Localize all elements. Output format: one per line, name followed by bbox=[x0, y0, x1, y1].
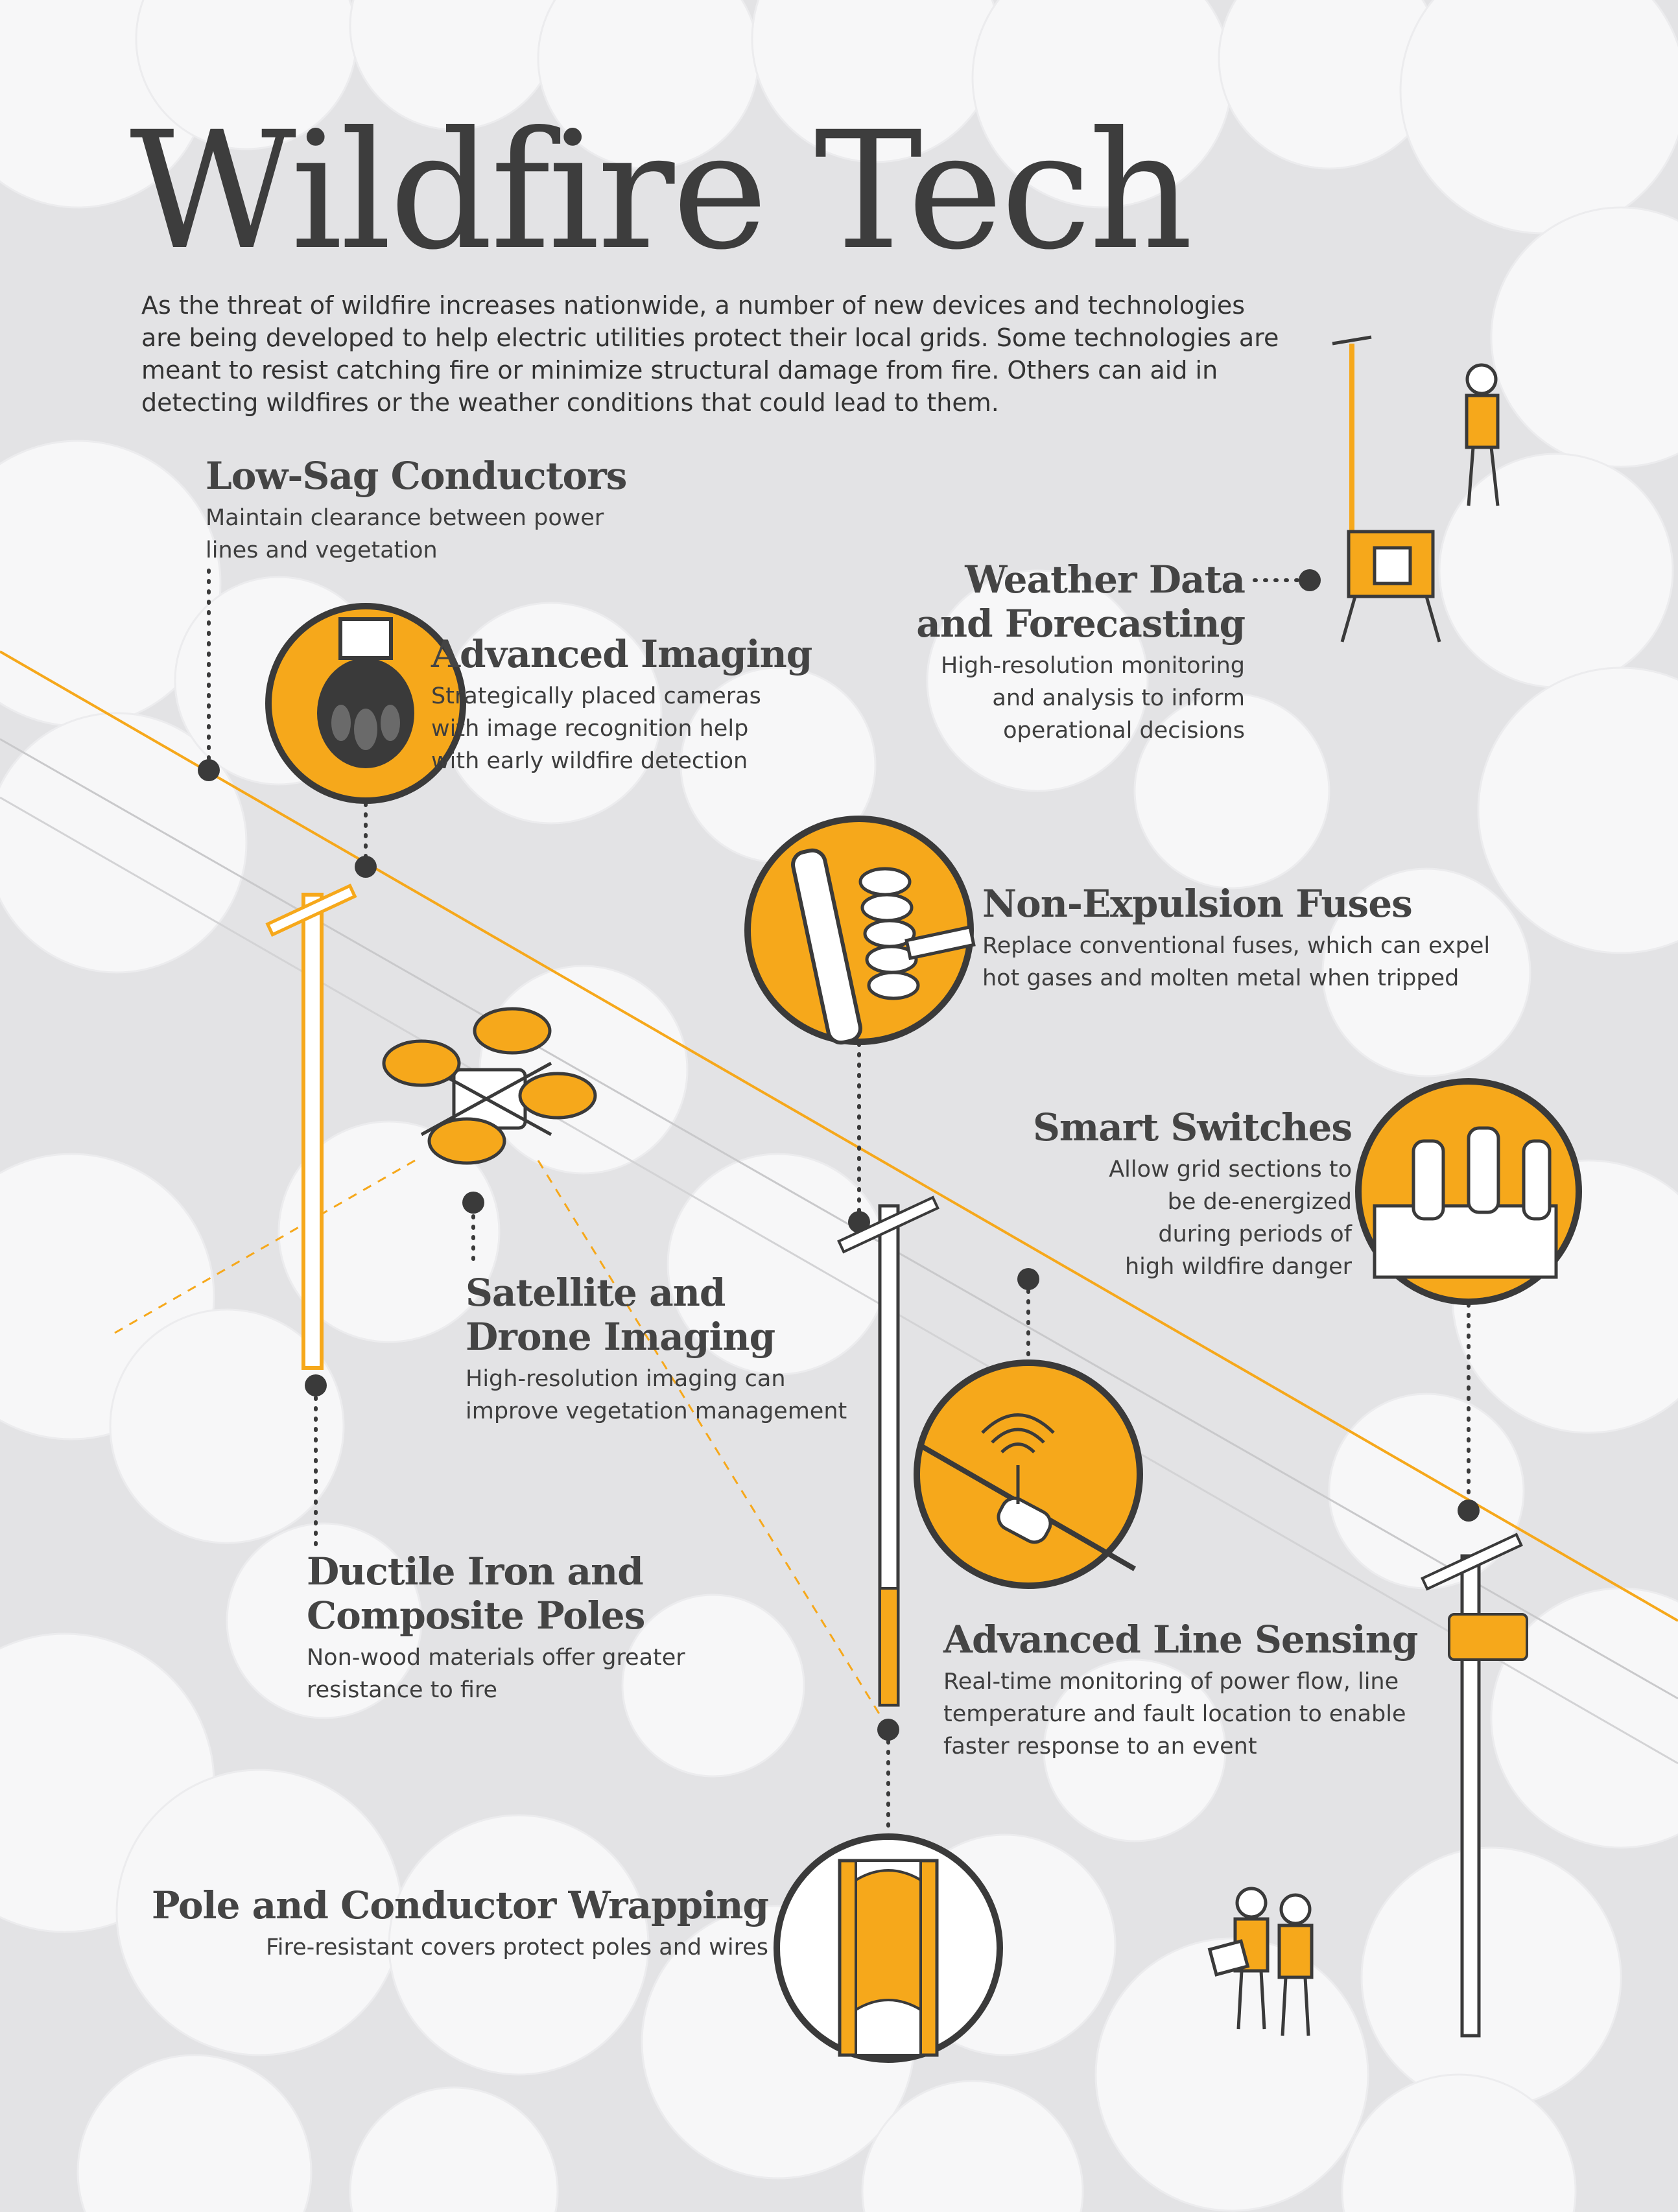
feature-low-sag-conductors bbox=[206, 454, 659, 567]
weather-station-icon bbox=[1332, 337, 1439, 642]
fuse-icon bbox=[748, 819, 974, 1045]
feature-description: Allow grid sections to be de-energized during periods of high wildfire danger bbox=[1109, 1157, 1352, 1280]
feature-title: Satellite and Drone Imaging bbox=[466, 1271, 775, 1359]
feature-weather-data bbox=[895, 558, 1245, 747]
feature-description: Replace conventional fuses, which can expel hot gases and molten metal when tripped bbox=[982, 933, 1491, 991]
feature-title: Weather Data and Forecasting bbox=[916, 558, 1245, 646]
feature-composite-poles bbox=[307, 1549, 722, 1706]
feature-satellite-drone-imaging bbox=[466, 1271, 880, 1428]
feature-advanced-imaging bbox=[431, 632, 885, 777]
feature-title: Non-Expulsion Fuses bbox=[982, 882, 1412, 926]
feature-description: Non-wood materials offer greater resistance to fire bbox=[307, 1645, 685, 1703]
feature-title: Pole and Conductor Wrapping bbox=[151, 1883, 768, 1927]
intro-paragraph: As the threat of wildfire increases nationwide, a number of new devices and technologies are being developed to help electric utilities protect their local grids. Some technologies are meant to resist catching fire or minimize structural damage from fire. Others can aid in detecting wildfires or the weather conditions that could lead to them. bbox=[141, 291, 1279, 417]
feature-non-expulsion-fuses bbox=[982, 882, 1520, 994]
feature-description: Maintain clearance between power lines and vegetation bbox=[206, 505, 604, 563]
feature-description: High-resolution imaging can improve vegetation management bbox=[466, 1366, 847, 1424]
feature-title: Advanced Imaging bbox=[431, 632, 812, 676]
feature-pole-conductor-wrapping bbox=[130, 1883, 768, 1964]
feature-title: Smart Switches bbox=[1032, 1105, 1352, 1149]
feature-description: Fire-resistant covers protect poles and wires bbox=[266, 1935, 768, 1960]
feature-description: Strategically placed cameras with image recognition help with early wildfire detection bbox=[431, 683, 761, 774]
feature-description: Real-time monitoring of power flow, line temperature and fault location to enable faster response to an event bbox=[943, 1669, 1406, 1759]
page-title: Wildfire Tech bbox=[130, 97, 1191, 285]
line-sensor-icon bbox=[917, 1363, 1140, 1586]
feature-title: Low-Sag Conductors bbox=[206, 454, 627, 498]
feature-description: High-resolution monitoring and analysis to inform operational decisions bbox=[940, 653, 1245, 744]
feature-title: Advanced Line Sensing bbox=[943, 1618, 1418, 1662]
feature-smart-switches bbox=[1011, 1105, 1352, 1283]
feature-title: Ductile Iron and Composite Poles bbox=[307, 1549, 645, 1638]
wrap-icon bbox=[777, 1837, 1000, 2060]
feature-advanced-line-sensing bbox=[943, 1618, 1443, 1763]
switch-icon bbox=[1358, 1081, 1579, 1302]
